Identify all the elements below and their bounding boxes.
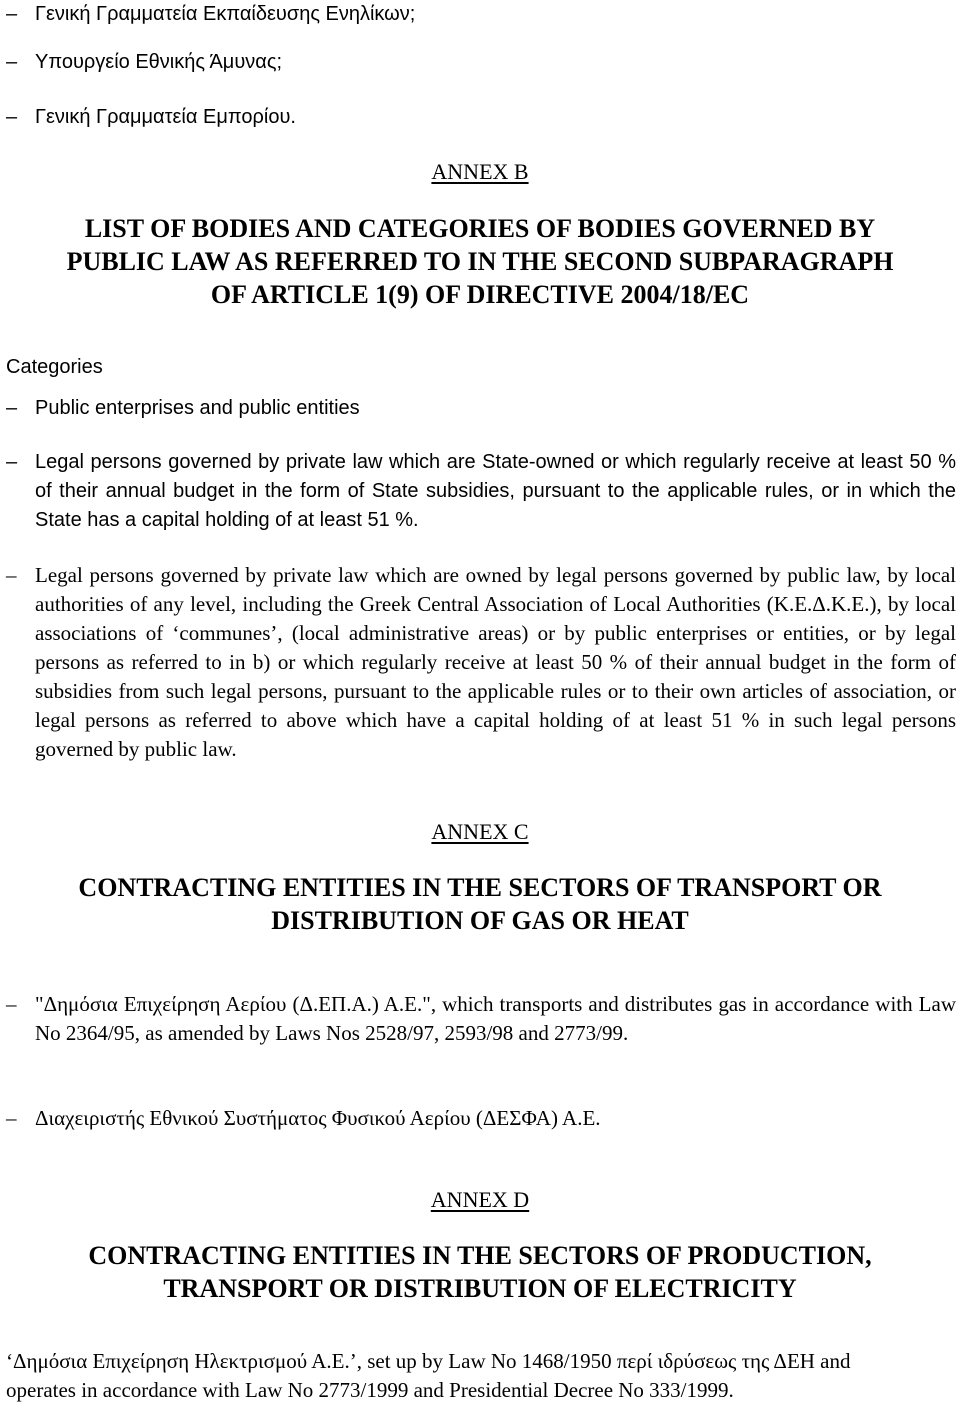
list-item-text: "Δημόσια Επιχείρηση Αερίου (Δ.ΕΠ.Α.) Α.Ε.", which transports and distributes gas in accordance with Law No 2364/95, as amended by Laws Nos 2528/97, 2593/98 and 2773/99. [35,992,956,1045]
list-item [6,48,956,77]
annex-c-title [0,871,960,937]
list-item [6,448,956,535]
dash-bullet: – [6,51,18,73]
list-item [6,990,956,1048]
list-item [6,0,956,29]
list-item [6,103,956,132]
annex-d-title-line: CONTRACTING ENTITIES IN THE SECTORS OF PRODUCTION, [88,1241,872,1270]
annex-b-title [0,212,960,311]
annex-d-title-line: TRANSPORT OR DISTRIBUTION OF ELECTRICITY [163,1274,797,1303]
annex-d-label: ANNEX D [430,1187,530,1212]
categories-label: Categories [6,356,103,378]
dash-bullet: – [6,397,18,419]
list-item-text: Public enterprises and public entities [35,397,360,419]
list-item [6,561,956,764]
annex-c-title-line: CONTRACTING ENTITIES IN THE SECTORS OF TRANSPORT OR [78,873,882,902]
list-item-text: Legal persons governed by private law which are owned by legal persons governed by public law, by local authorities of any level, including the Greek Central Association of Local Authorities (Κ.Ε.Δ.Κ.Ε.), by local associations of ‘communes’, (local administrative areas) or by public enterprises or entities, or by legal persons as referred to in b) or which regularly receive at least 50 % of their annual budget in the form of subsidies from such legal persons, pursuant to the applicable rules or to their own articles of association, or legal persons as referred to above which have a capital holding of at least 51 % in such legal persons governed by public law. [35,563,956,761]
annex-d-title [0,1239,960,1305]
dash-bullet: – [6,3,18,25]
list-item-text: Legal persons governed by private law which are State-owned or which regularly receive at least 50 % of their annual budget in the form of State subsidies, pursuant to the applicable rules, or in which the State has a capital holding of at least 51 %. [35,451,956,531]
annex-b-title-line: OF ARTICLE 1(9) OF DIRECTIVE 2004/18/EC [210,280,750,309]
list-item-text: Γενική Γραμματεία Εμπορίου. [35,106,296,128]
list-item-text: Διαχειριστής Εθνικού Συστήματος Φυσικού Αερίου (ΔΕΣΦΑ) Α.Ε. [35,1106,601,1130]
list-item-text: Γενική Γραμματεία Εκπαίδευσης Ενηλίκων; [35,3,416,25]
dash-bullet: – [6,106,18,128]
list-item [6,394,956,423]
dash-bullet: – [6,992,17,1016]
list-item-text: Υπουργείο Εθνικής Άμυνας; [35,51,283,73]
annex-b-label: ANNEX B [431,159,529,184]
dash-bullet: – [6,563,17,587]
annex-b-title-line: PUBLIC LAW AS REFERRED TO IN THE SECOND SUBPARAGRAPH [66,247,894,276]
dash-bullet: – [6,451,18,473]
annex-c-title-line: DISTRIBUTION OF GAS OR HEAT [271,906,689,935]
list-item [6,1104,956,1133]
annex-c-label: ANNEX C [431,819,529,844]
annex-d-paragraph: ‘Δημόσια Επιχείρηση Ηλεκτρισμού Α.Ε.’, set up by Law No 1468/1950 περί ιδρύσεως της ΔΕΗ and operates in accordance with Law No 2773/1999 and Presidential Decree No 333/1999. [6,1349,851,1402]
annex-b-title-line: LIST OF BODIES AND CATEGORIES OF BODIES GOVERNED BY [84,214,876,243]
dash-bullet: – [6,1106,17,1130]
